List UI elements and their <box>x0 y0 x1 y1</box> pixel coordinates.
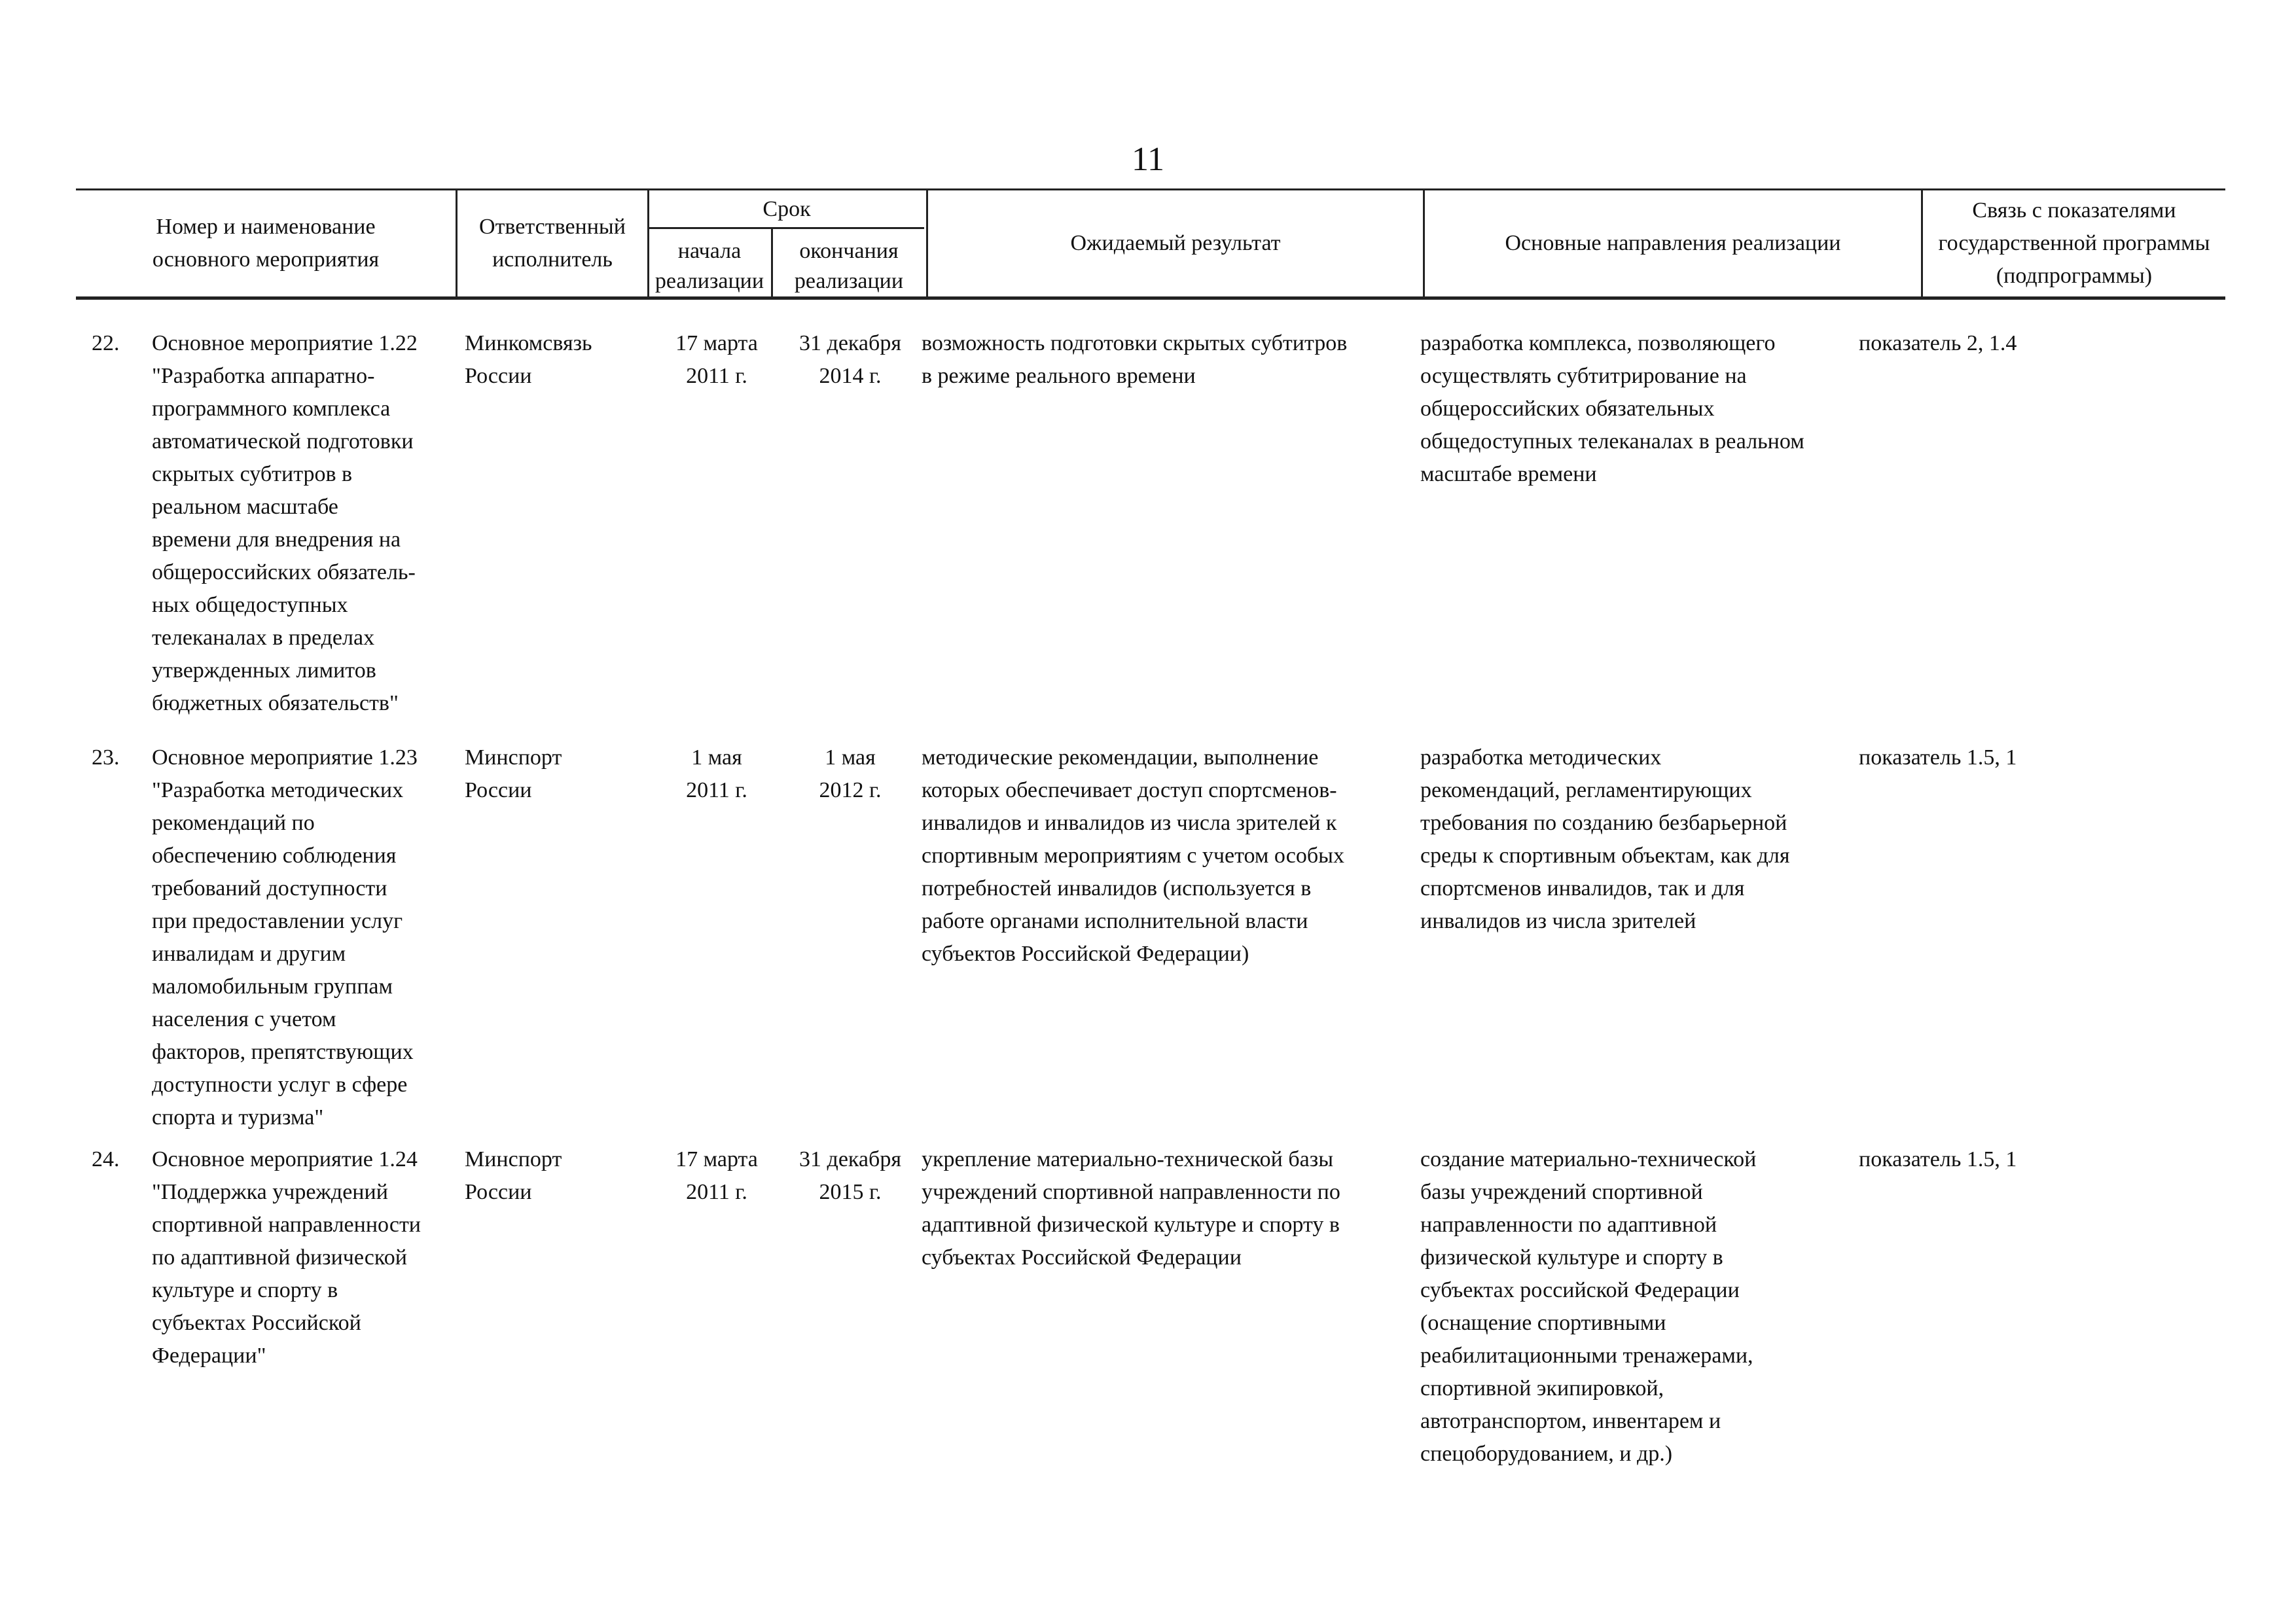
row-indicators: показатель 1.5, 1 <box>1859 745 2017 770</box>
row-indicators: показатель 1.5, 1 <box>1859 1147 2017 1171</box>
events-table <box>76 188 2225 300</box>
header-directions: Основные направления реализации <box>1505 231 1841 255</box>
header-indicators: Связь с показателями государственной программы (подпрограммы) <box>1938 198 2210 288</box>
header-name: Номер и наименование основного мероприятия <box>152 215 380 272</box>
row-end: 31 декабря 2015 г. <box>799 1147 901 1204</box>
row-name: Основное мероприятие 1.23 "Разработка методических рекомендаций по обеспечению соблюдения требований доступности при предоставлении услуг инвалидам и другим маломобильным группам населения с учетом факторов, препятствующих доступности услуг в сфере спорта и туризма" <box>152 745 418 1130</box>
row-directions: создание материально-технической базы учреждений спортивной направленности по адаптивной физической культуре и спорту в субъектах российской Федерации (оснащение спортивными реабилитационными тренажерами, спортивной экипировкой, автотранспортом, инвентарем и спецоборудованием, и др.) <box>1420 1147 1757 1466</box>
row-executor: Минспорт России <box>465 745 562 802</box>
page-number: 11 <box>1131 141 1165 178</box>
row-name: Основное мероприятие 1.24 "Поддержка учреждений спортивной направленности по адаптивной физической культуре и спорту в субъектах Российской Федерации" <box>152 1147 422 1368</box>
header-result: Ожидаемый результат <box>1070 231 1281 255</box>
row-directions: разработка комплекса, позволяющего осуществлять субтитрирование на общероссийских обязательных общедоступных телеканалах в реальном масштабе времени <box>1420 331 1804 486</box>
row-number: 22. <box>92 331 120 355</box>
header-end: окончания реализации <box>794 239 904 293</box>
table-header <box>76 188 2225 300</box>
row-executor: Минспорт России <box>465 1147 562 1204</box>
row-start: 17 марта 2011 г. <box>675 331 758 388</box>
header-executor: Ответственный исполнитель <box>479 215 626 272</box>
row-start: 1 мая 2011 г. <box>686 745 747 802</box>
row-result: методические рекомендации, выполнение которых обеспечивает доступ спортсменов- инвалидов и инвалидов из числа зрителей к спортивным мероприятиям с учетом особых потребностей инвалидов (используется в работе органами исполнительной власти субъектов Российской Федерации) <box>922 745 1344 966</box>
row-executor: Минкомсвязь России <box>465 331 592 388</box>
row-result: укрепление материально-технической базы учреждений спортивной направленности по адаптивной физической культуре и спорту в субъектах Российской Федерации <box>922 1147 1340 1270</box>
row-start: 17 марта 2011 г. <box>675 1147 758 1204</box>
row-number: 24. <box>92 1147 120 1171</box>
header-term: Срок <box>762 197 811 221</box>
header-start: начала реализации <box>655 239 764 293</box>
row-indicators: показатель 2, 1.4 <box>1859 331 2017 355</box>
row-end: 31 декабря 2014 г. <box>799 331 901 388</box>
row-end: 1 мая 2012 г. <box>819 745 882 802</box>
row-directions: разработка методических рекомендаций, регламентирующих требования по созданию безбарьерной среды к спортивным объектам, как для спортсменов инвалидов, так и для инвалидов из числа зрителей <box>1420 745 1790 933</box>
row-result: возможность подготовки скрытых субтитров в режиме реального времени <box>922 331 1348 388</box>
row-number: 23. <box>92 745 120 770</box>
row-name: Основное мероприятие 1.22 "Разработка аппаратно- программного комплекса автоматической подготовки скрытых субтитров в реальном масштабе времени для внедрения на общероссийских обязатель- ных общедоступных телеканалах в пределах утвержденных лимитов бюджетных обязательств" <box>152 331 418 715</box>
